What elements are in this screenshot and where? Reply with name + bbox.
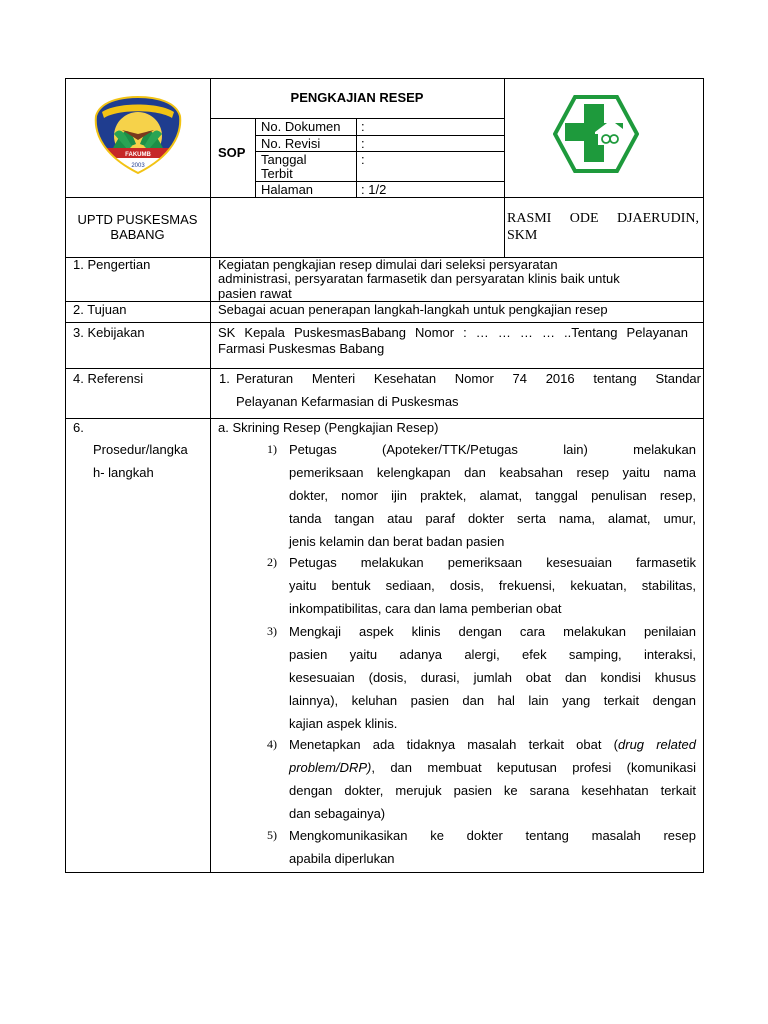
step-2-line2: yaitu bentuk sediaan, dosis, frekuensi, kekuatan, stabilitas, <box>289 578 696 593</box>
signer-name-line2: SKM <box>507 228 538 243</box>
field-value-halaman: : 1/2 <box>361 182 387 197</box>
step-4-line2-italic: problem/DRP) <box>289 760 372 775</box>
document-title: PENGKAJIAN RESEP <box>290 90 424 105</box>
referensi-number: 1. <box>219 371 230 386</box>
step-4-line3: dengan dokter, merujuk pasien ke sarana kesehhatan terkait <box>289 783 696 798</box>
step-4-line4: dan sebagainya) <box>289 806 386 821</box>
divider-sop <box>255 118 256 197</box>
border-bottom <box>65 872 704 873</box>
step-1-line5: jenis kelamin dan berat badan pasien <box>289 534 505 549</box>
step-5-text <box>289 824 696 870</box>
puskesmas-district-logo <box>92 94 184 176</box>
step-5-number: 5) <box>267 828 277 842</box>
step-4-line1-italic: drug related <box>618 737 696 752</box>
divider-row-header <box>65 197 704 198</box>
step-1-line2: pemeriksaan kelengkapan dan keabsahan resep yaitu nama <box>289 465 696 480</box>
step-5-line2: apabila diperlukan <box>289 851 395 866</box>
field-label-no-dokumen: No. Dokumen <box>261 119 341 134</box>
field-label-no-revisi: No. Revisi <box>261 136 321 151</box>
step-1-line1: Petugas (Apoteker/TTK/Petugas lain) melakukan <box>289 442 696 457</box>
tujuan-text: Sebagai acuan penerapan langkah-langkah untuk pengkajian resep <box>218 302 608 317</box>
field-value-no-revisi: : <box>361 136 365 151</box>
step-3-line2: pasien yaitu adanya alergi, efek samping, interaksi, <box>289 647 696 662</box>
border-top <box>65 78 704 79</box>
step-2-text <box>289 551 696 620</box>
step-3-text <box>289 620 696 735</box>
label-kebijakan: 3. Kebijakan <box>73 325 145 340</box>
puskesmas-logo <box>553 94 639 174</box>
step-1-line4: tanda tangan atau paraf dokter serta nama, alamat, umur, <box>289 511 696 526</box>
step-3-number: 3) <box>267 624 277 638</box>
step-1-number: 1) <box>267 442 277 456</box>
label-tujuan: 2. Tujuan <box>73 302 127 317</box>
pengertian-line1: Kegiatan pengkajian resep dimulai dari seleksi persyaratan <box>218 257 558 272</box>
referensi-line2: Pelayanan Kefarmasian di Puskesmas <box>236 394 459 409</box>
step-2-number: 2) <box>267 555 277 569</box>
step-4-line1 <box>289 733 696 756</box>
step-1-line3: dokter, nomor ijin praktek, alamat, tanggal penulisan resep, <box>289 488 696 503</box>
kebijakan-line2: Farmasi Puskesmas Babang <box>218 341 385 356</box>
kebijakan-line1: SK Kepala PuskesmasBabang Nomor : … … … … ..Tentang Pelayanan <box>218 325 688 340</box>
logo-year: 2003 <box>131 163 145 169</box>
field-value-no-dokumen: : <box>361 119 365 134</box>
logo-banner-text: FAKUMB <box>125 152 151 158</box>
divider-row-referensi <box>65 418 704 419</box>
org-name-line1: UPTD PUSKESMAS <box>77 212 198 227</box>
divider-label-column <box>210 257 211 873</box>
step-3-line3: kesesuaian (dosis, durasi, jumlah obat dan kondisi khusus <box>289 670 696 685</box>
step-3-line5: kajian aspek klinis. <box>289 716 398 731</box>
org-name-line2: BABANG <box>110 227 165 242</box>
sop-label: SOP <box>218 145 246 160</box>
label-prosedur-line2: h- langkah <box>93 465 154 480</box>
referensi-line1: Peraturan Menteri Kesehatan Nomor 74 2016 tentang Standar <box>236 371 701 386</box>
step-4-text <box>289 733 696 825</box>
step-1-text <box>289 438 696 553</box>
label-prosedur-number: 6. <box>73 420 84 435</box>
step-3-line1: Mengkaji aspek klinis dengan cara melakukan penilaian <box>289 624 696 639</box>
step-3-line4: lainnya), keluhan pasien dan hal lain yang terkait dengan <box>289 693 696 708</box>
prosedur-heading: a. Skrining Resep (Pengkajian Resep) <box>218 420 439 435</box>
label-pengertian: 1. Pengertian <box>73 257 151 272</box>
divider-header-right <box>504 78 505 257</box>
pengertian-line3: pasien rawat <box>218 286 292 301</box>
step-2-line3: inkompatibilitas, cara dan lama pemberian obat <box>289 601 562 616</box>
step-5-line1: Mengkomunikasikan ke dokter tentang masalah resep <box>289 828 696 843</box>
step-4-number: 4) <box>267 737 277 751</box>
step-4-line2 <box>289 756 696 779</box>
step-2-line1: Petugas melakukan pemeriksaan kesesuaian farmasetik <box>289 555 696 570</box>
divider-row-kebijakan <box>65 368 704 369</box>
field-value-tanggal-terbit: : <box>361 152 365 167</box>
pengertian-line2: administrasi, persyaratan farmasetik dan persyaratan klinis baik untuk <box>218 271 620 286</box>
signer-name-line1: RASMI ODE DJAERUDIN, <box>507 211 699 226</box>
label-prosedur-line1: Prosedur/langka <box>93 442 188 457</box>
step-4-line2-text: , dan membuat keputusan profesi (komunikasi <box>371 760 696 775</box>
field-label-terbit: Terbit <box>261 166 293 181</box>
field-label-halaman: Halaman <box>261 182 314 197</box>
field-label-tanggal: Tanggal <box>261 152 307 167</box>
label-referensi: 4. Referensi <box>73 371 144 386</box>
divider-field-value <box>356 118 357 197</box>
divider-row-tujuan <box>65 322 704 323</box>
step-4-line1-text: Menetapkan ada tidaknya masalah terkait obat ( <box>289 737 619 752</box>
